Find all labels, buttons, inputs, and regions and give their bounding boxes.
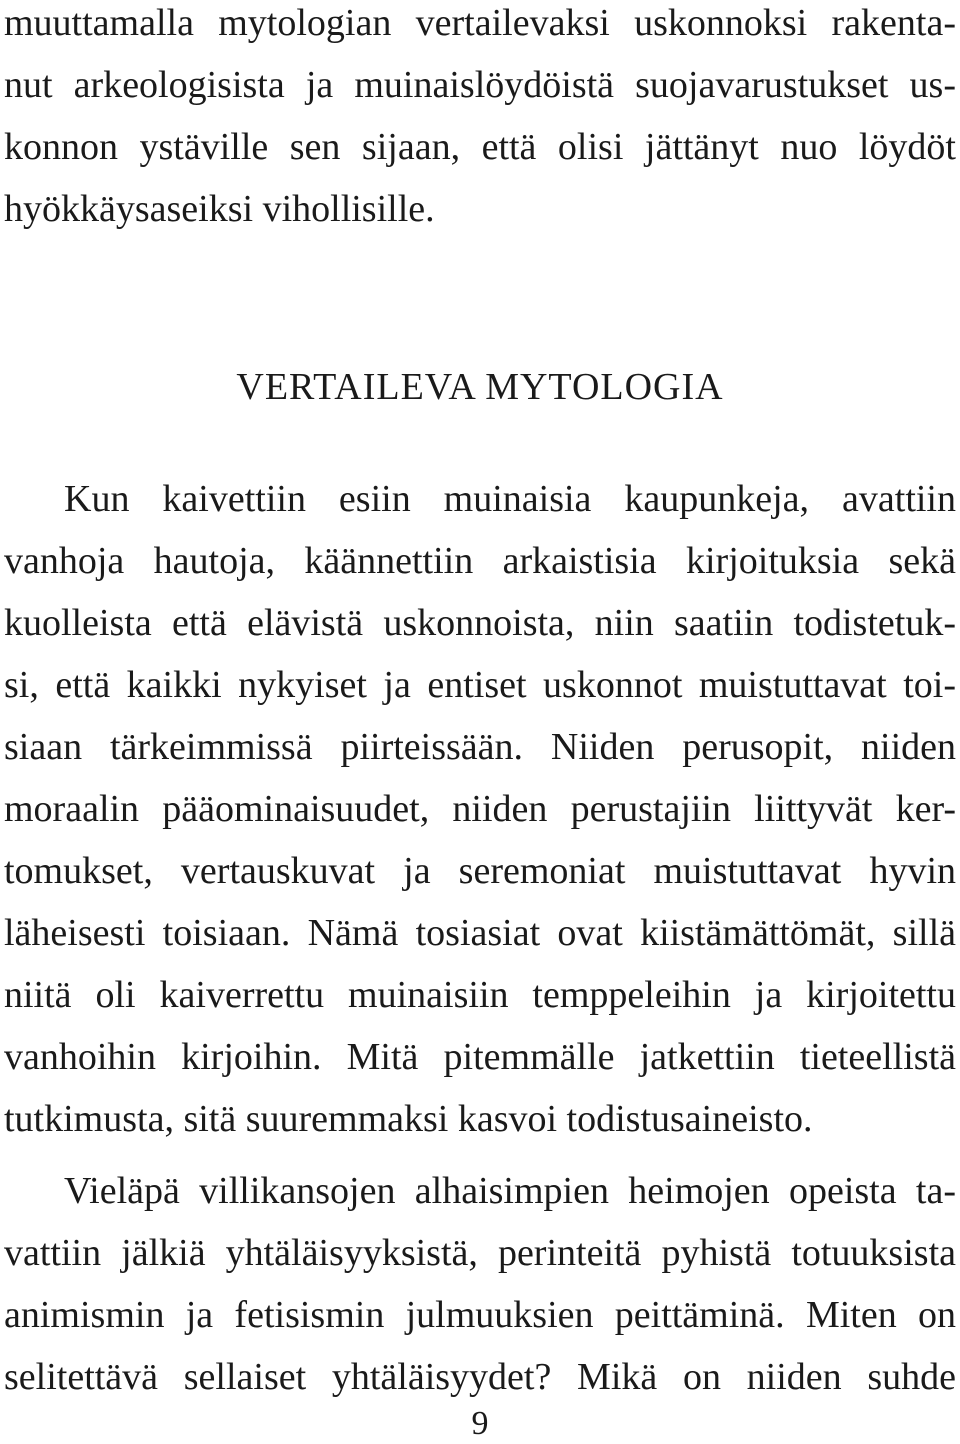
text-line: konnon ystäville sen sijaan, että olisi jättänyt nuo löydöt [4,126,956,168]
text-line: siaan tärkeimmissä piirteissään. Niiden perusopit, niiden [4,726,956,768]
text-line: nut arkeologisista ja muinaislöydöistä suojavarustukset us- [4,64,956,106]
text-line: Kun kaivettiin esiin muinaisia kaupunkeja, avattiin [64,478,956,520]
text-line: vanhoihin kirjoihin. Mitä pitemmälle jatkettiin tieteellistä [4,1036,956,1078]
text-line: niitä oli kaiverrettu muinaisiin temppeleihin ja kirjoitettu [4,974,956,1016]
text-line: tomukset, vertauskuvat ja seremoniat muistuttavat hyvin [4,850,956,892]
text-line: animismin ja fetisismin julmuuksien peittäminä. Miten on [4,1294,956,1336]
section-heading: VERTAILEVA MYTOLOGIA [236,366,724,408]
text-line: hyökkäysaseiksi vihollisille. [4,188,435,230]
text-line: muuttamalla mytologian vertailevaksi uskonnoksi rakenta- [4,2,956,44]
text-line: vattiin jälkiä yhtäläisyyksistä, perinteitä pyhistä totuuksista [4,1232,956,1274]
text-line: si, että kaikki nykyiset ja entiset uskonnot muistuttavat toi- [4,664,956,706]
text-line: tutkimusta, sitä suuremmaksi kasvoi todistusaineisto. [4,1098,813,1140]
text-line: kuolleista että elävistä uskonnoista, niin saatiin todistetuk- [4,602,956,644]
text-line: vanhoja hautoja, käännettiin arkaistisia kirjoituksia sekä [4,540,956,582]
text-line: läheisesti toisiaan. Nämä tosiasiat ovat kiistämättömät, sillä [4,912,956,954]
text-line: Vieläpä villikansojen alhaisimpien heimojen opeista ta- [64,1170,956,1212]
page-number: 9 [471,1405,489,1442]
text-line: selitettävä sellaiset yhtäläisyydet? Mikä on niiden suhde [4,1356,956,1398]
text-line: moraalin pääominaisuudet, niiden perustajiin liittyvät ker- [4,788,956,830]
